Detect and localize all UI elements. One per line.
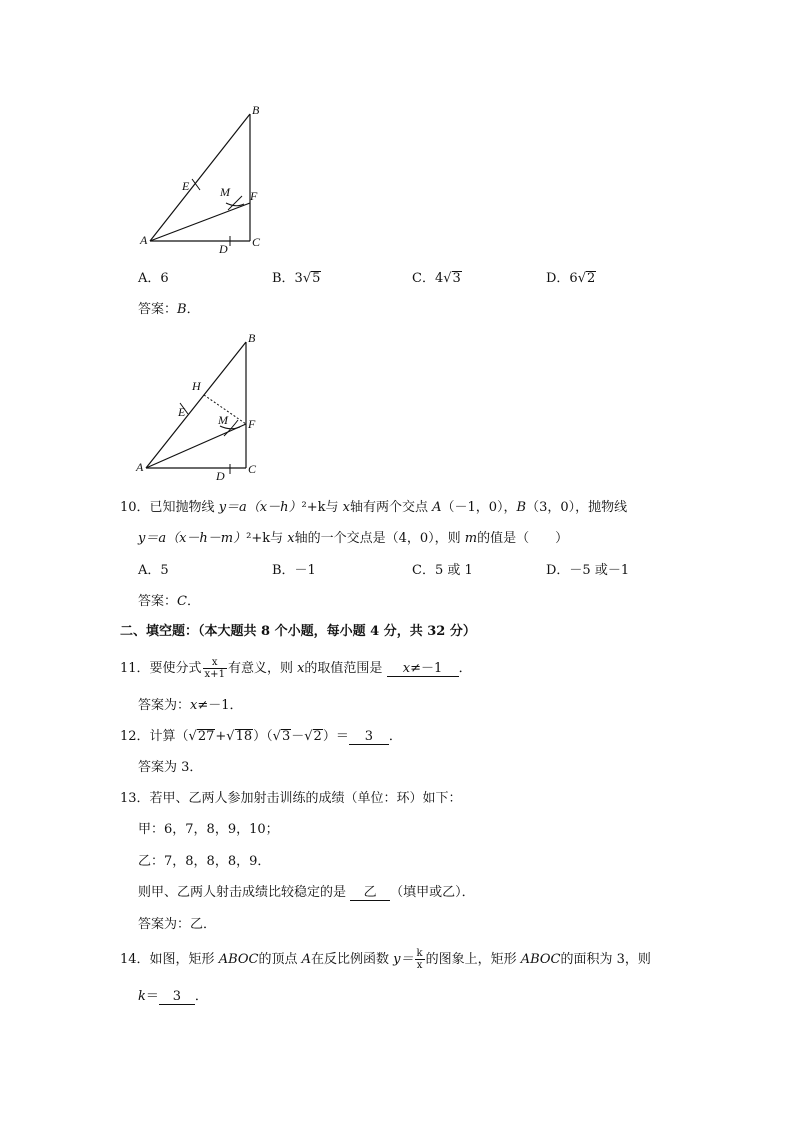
q9-option-b: B．3√5 — [272, 271, 321, 286]
label-E: E — [178, 405, 186, 419]
label-M: M — [218, 413, 228, 427]
label-B: B — [248, 331, 256, 345]
triangle-figure-1 — [138, 100, 268, 258]
q13-blank: 乙 — [350, 885, 390, 901]
q14-line-2: k＝ 3 ． — [138, 989, 208, 1004]
q10-option-c: C．5 或 1 — [412, 563, 473, 578]
q12-question: 12．计算（√27+√18）（√3－√2）＝ 3 ． — [120, 729, 402, 744]
label-E: E — [182, 179, 190, 193]
q9-option-d: D．6√2 — [546, 271, 596, 286]
q9-answer: 答案：B． — [138, 302, 200, 317]
label-B: B — [252, 103, 260, 117]
label-D: D — [219, 242, 228, 256]
label-F: F — [248, 417, 256, 431]
label-A: A — [140, 233, 148, 247]
q10-option-d: D．－5 或－1 — [546, 563, 630, 578]
q14-fraction: $\frac{k}{x}$ — [416, 948, 423, 971]
q10-line-1: 10．已知抛物线 y＝a（x－h）²+k与 x轴有两个交点 A（－1，0），B（3，0），抛物线 — [120, 500, 628, 515]
q14-question: 14．如图，矩形 ABOC的顶点 A在反比例函数 y＝ $\frac{k}{x}$ 的图象上，矩形 ABOC的面积为 3，则 — [120, 948, 651, 971]
q11-blank: x≠－1 — [387, 661, 459, 677]
q13-line-1: 13．若甲、乙两人参加射击训练的成绩（单位：环）如下： — [120, 791, 462, 806]
q10-answer: 答案：C． — [138, 594, 200, 609]
q9-option-a: A．6 — [138, 271, 169, 286]
q12-blank: 3 — [349, 729, 389, 745]
q10-option-a: A．5 — [138, 563, 169, 578]
q13-answer: 答案为：乙． — [138, 917, 217, 932]
q13-line-3: 乙：7，8，8，8，9． — [138, 854, 271, 869]
label-M: M — [220, 185, 230, 199]
label-F: F — [250, 189, 258, 203]
label-A: A — [136, 460, 144, 474]
q12-answer: 答案为 3． — [138, 760, 203, 775]
label-D: D — [216, 469, 225, 482]
triangle-figure-2 — [134, 328, 266, 482]
q11-fraction: $\frac{x}{x+1}$ — [204, 657, 225, 680]
q13-line-4: 则甲、乙两人射击成绩比较稳定的是 乙 （填甲或乙）． — [138, 885, 475, 900]
label-H: H — [192, 379, 201, 393]
label-C: C — [248, 462, 257, 476]
section-2-title: 二、填空题：（本大题共 8 个小题，每小题 4 分，共 32 分） — [120, 624, 476, 639]
q13-line-2: 甲：6，7，8，9，10； — [138, 822, 279, 837]
q11-answer: 答案为：x≠－1． — [138, 698, 243, 713]
q11-question: 11．要使分式 $\frac{x}{x+1}$ 有意义，则 x的取值范围是 x≠－1 ． — [120, 657, 472, 680]
q10-line-2: y＝a（x－h－m）²+k与 x轴的一个交点是（4，0），则 m的值是（ ） — [138, 531, 569, 546]
label-C: C — [252, 235, 261, 249]
q10-option-b: B．－1 — [272, 563, 316, 578]
q9-option-c: C．4√3 — [412, 271, 461, 286]
q14-blank: 3 — [159, 989, 195, 1005]
